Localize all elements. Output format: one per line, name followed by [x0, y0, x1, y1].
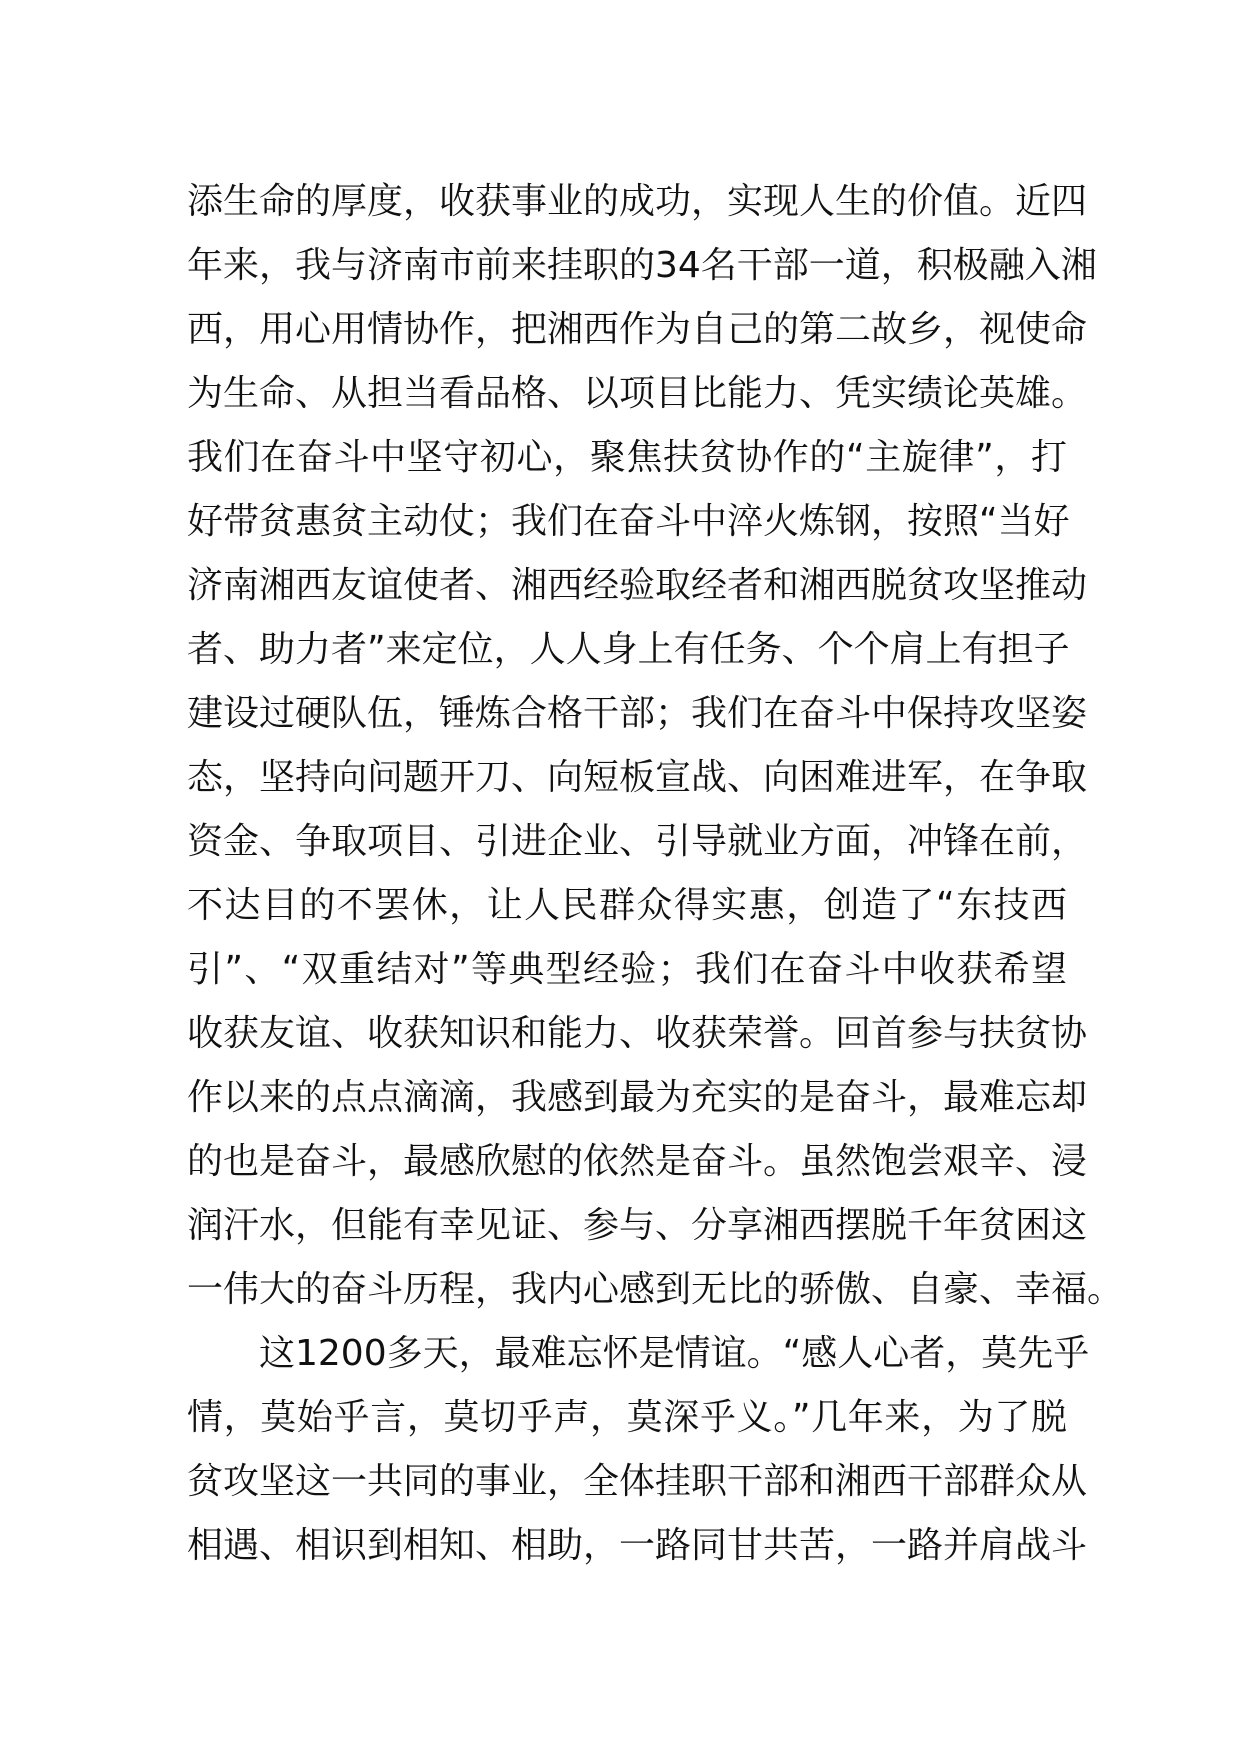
text-line: 建设过硬队伍，锤炼合格干部；我们在奋斗中保持攻坚姿	[187, 693, 1088, 734]
text-line: 不达目的不罢休，让人民群众得实惠，创造了“东技西	[187, 885, 1067, 926]
text-line: 添生命的厚度，收获事业的成功，实现人生的价值。近四	[187, 181, 1088, 222]
text-line: 贫攻坚这一共同的事业，全体挂职干部和湘西干部群众从	[187, 1461, 1088, 1502]
text-line: 作以来的点点滴滴，我感到最为充实的是奋斗，最难忘却	[187, 1077, 1088, 1118]
text-line: 者、助力者”来定位，人人身上有任务、个个肩上有担子	[187, 629, 1070, 670]
text-line: 相遇、相识到相知、相助，一路同甘共苦，一路并肩战斗	[187, 1525, 1088, 1566]
text-line: 好带贫惠贫主动仗；我们在奋斗中淬火炼钢，按照“当好	[187, 501, 1070, 542]
text-line: 的也是奋斗，最感欣慰的依然是奋斗。虽然饱尝艰辛、浸	[187, 1141, 1088, 1182]
text-line: 我们在奋斗中坚守初心，聚焦扶贫协作的“主旋律”，打	[187, 437, 1067, 478]
text-line: 年来，我与济南市前来挂职的34名干部一道，积极融入湘	[187, 245, 1097, 286]
paragraph-start-line: 这1200多天，最难忘怀是情谊。“感人心者，莫先乎	[259, 1333, 1090, 1374]
text-line: 态，坚持向问题开刀、向短板宣战、向困难进军，在争取	[187, 757, 1088, 798]
text-line: 引”、“双重结对”等典型经验；我们在奋斗中收获希望	[187, 949, 1067, 990]
body-text	[187, 170, 1124, 1578]
text-line: 为生命、从担当看品格、以项目比能力、凭实绩论英雄。	[187, 373, 1088, 414]
text-line: 济南湘西友谊使者、湘西经验取经者和湘西脱贫攻坚推动	[187, 565, 1088, 606]
text-line: 润汗水，但能有幸见证、参与、分享湘西摆脱千年贫困这	[187, 1205, 1088, 1246]
text-line: 西，用心用情协作，把湘西作为自己的第二故乡，视使命	[187, 309, 1088, 350]
text-line: 收获友谊、收获知识和能力、收获荣誉。回首参与扶贫协	[187, 1013, 1088, 1054]
text-line: 资金、争取项目、引进企业、引导就业方面，冲锋在前，	[187, 821, 1088, 862]
text-line: 情，莫始乎言，莫切乎声，莫深乎义。”几年来，为了脱	[187, 1397, 1067, 1438]
text-line: 一伟大的奋斗历程，我内心感到无比的骄傲、自豪、幸福。	[187, 1269, 1124, 1310]
